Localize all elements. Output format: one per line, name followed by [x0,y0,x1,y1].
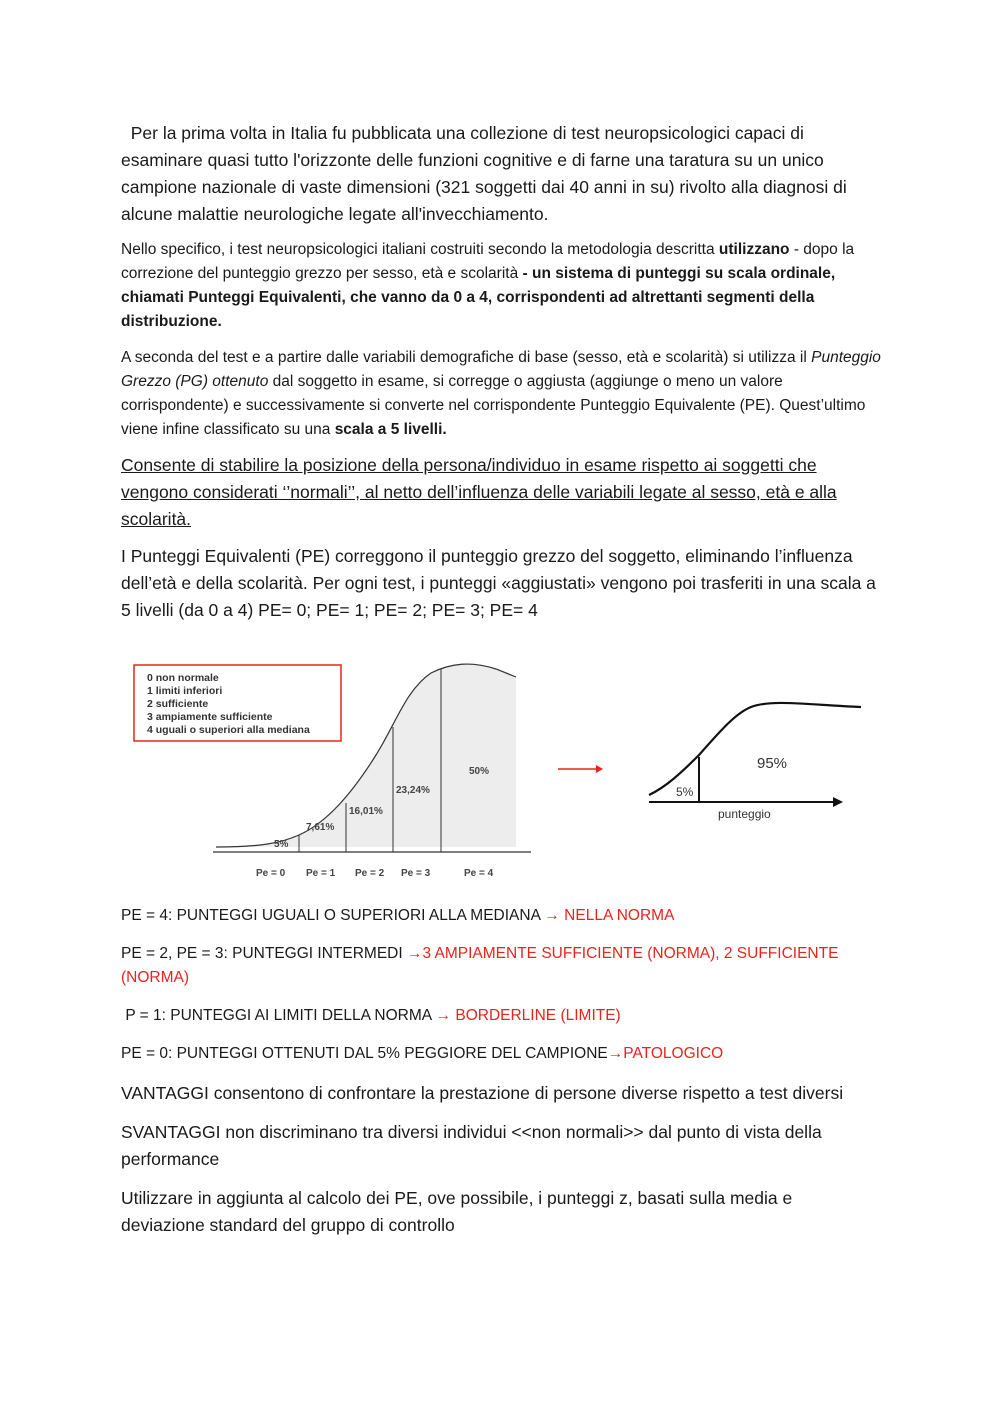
small-axis-label: punteggio [718,807,771,821]
pe-line-0-text: PE = 0: PUNTEGGI OTTENUTI DAL 5% PEGGIORE DEL CAMPIONE [121,1045,608,1062]
specifics-bold-d: - un sistema di punteggi su scala ordinale, chiamati Punteggi Equivalenti, che vanno da 0 a 4, corrispondenti ad altrettanti segmenti della distribuzione. [121,265,836,330]
specifics-text-a: Nello specifico, i test neuropsicologici italiani costruiti secondo la metodologia descritta [121,241,719,258]
pe-levels-list [121,904,881,1080]
segment-percent-0: 5% [274,839,289,850]
pe-line-4 [121,904,881,928]
method-text-a: A seconda del test e a partire dalle variabili demografiche di base (sesso, età e scolarità) si utilizza il [121,349,812,366]
pe-line-1 [121,1004,881,1028]
legend-item-0: 0 non normale [147,672,219,684]
closing-section [121,1080,861,1251]
pe-line-0 [121,1042,881,1066]
segment-label-1: Pe = 1 [306,868,336,879]
pe-distribution-figure [121,655,881,885]
specifics-paragraph [121,238,881,334]
segment-label-4: Pe = 4 [464,868,494,879]
pe-line-4-result: → NELLA NORMA [544,907,675,924]
segment-percent-2: 16,01% [349,806,383,817]
svantaggi-paragraph: SVANTAGGI non discriminano tra diversi individui <<non normali>> dal punto di vista della performance [121,1122,822,1169]
segment-label-3: Pe = 3 [401,868,431,879]
text-body [121,120,881,624]
vantaggi-paragraph: VANTAGGI consentono di confrontare la prestazione di persone diverse rispetto a test diversi [121,1083,844,1103]
method-bold-d: scala a 5 livelli. [334,421,447,438]
pe-intro-paragraph: I Punteggi Equivalenti (PE) correggono il punteggio grezzo del soggetto, eliminando l’influenza dell’età e della scolarità. Per ogni test, i punteggi «aggiustati» vengono poi trasferiti in una scala a 5 livelli (da 0 a 4) PE= 0; PE= 1; PE= 2; PE= 3; PE= 4 [121,546,876,620]
distribution-diagram [121,655,881,885]
arrow-head-icon [596,765,603,773]
method-italic-b: Punteggio Grezzo (PG) ottenuto [121,349,881,390]
intro-paragraph: Per la prima volta in Italia fu pubblicata una collezione di test neuropsicologici capaci di esaminare quasi tutto l'orizzonte delle funzioni cognitive e di farne una taratura su un unico campione nazionale di vaste dimensioni (321 soggetti dai 40 anni in su) rivolto alla diagnosi di alcune malattie neurologiche legate all'invecchiamento. [121,123,852,224]
legend-item-1: 1 limiti inferiori [147,685,223,697]
specifics-bold-b: utilizzano [718,241,790,258]
legend-item-2: 2 sufficiente [147,698,209,710]
segment-label-0: Pe = 0 [256,868,286,879]
method-paragraph [121,346,881,442]
pe-line-1-text: P = 1: PUNTEGGI AI LIMITI DELLA NORMA [121,1007,436,1024]
pe-line-1-result: → BORDERLINE (LIMITE) [435,1007,621,1024]
underlined-paragraph: Consente di stabilire la posizione della persona/individuo in esame rispetto ai soggetti che vengono considerati ‘’normali’’, al netto dell’influenza delle variabili legate al sesso, età e alla scolarità. [121,455,837,529]
pe-line-0-result: →PATOLOGICO [607,1045,724,1062]
legend-item-3: 3 ampiamente sufficiente [147,711,273,723]
small-curve [649,703,861,795]
method-text-c: dal soggetto in esame, si corregge o aggiusta (aggiunge o meno un valore corrispondente) e successivamente si converte nel corrispondente Punteggio Equivalente (PE). Quest’ultimo viene infine classificato su una [121,373,866,438]
small-right-percent: 95% [757,755,788,772]
legend-item-4: 4 uguali o superiori alla mediana [147,724,310,736]
segment-percent-3: 23,24% [396,785,430,796]
pe-line-2-3 [121,942,881,990]
small-axis-arrow-icon [833,797,843,807]
pe-line-2-3-result: →3 AMPIAMENTE SUFFICIENTE (NORMA), 2 SUFFICIENTE (NORMA) [121,945,839,986]
segment-label-2: Pe = 2 [355,868,385,879]
segment-percent-1: 7,61% [306,822,335,833]
specifics-text-c: - dopo la correzione del punteggio grezzo per sesso, età e scolarità [121,241,855,282]
utilizzare-paragraph: Utilizzare in aggiunta al calcolo dei PE, ove possibile, i punteggi z, basati sulla media e deviazione standard del gruppo di controllo [121,1188,793,1235]
pe-line-2-3-text: PE = 2, PE = 3: PUNTEGGI INTERMEDI [121,945,407,962]
small-left-percent: 5% [676,785,694,799]
pe-line-4-text: PE = 4: PUNTEGGI UGUALI O SUPERIORI ALLA MEDIANA [121,907,545,924]
segment-percent-4: 50% [469,766,490,777]
